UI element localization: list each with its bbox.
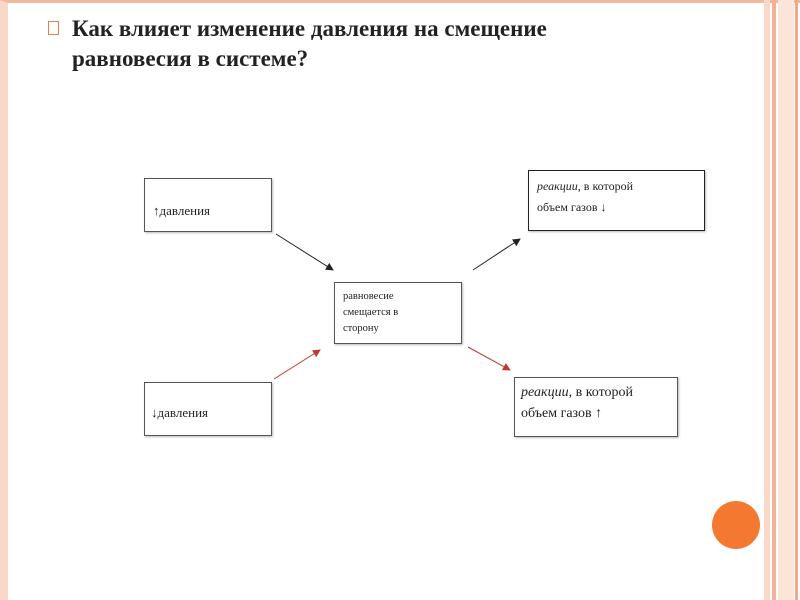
volume-increase-line-2: объем газов ↑ (521, 406, 603, 421)
increase-pressure-label: ↑давления (153, 203, 211, 218)
volume-decrease-rest: , в которой (577, 179, 634, 193)
volume-increase-rest: , в которой (568, 385, 634, 400)
equilibrium-line-1: равновесие (343, 291, 394, 302)
volume-decrease-italic: реакции (537, 179, 578, 193)
arrow-increase-to-equilibrium (276, 234, 333, 270)
slide-title: Как влияет изменение давления на смещение равновесия в системе? (72, 16, 547, 71)
decrease-pressure-label: ↓давления (151, 405, 209, 420)
volume-increase-italic: реакции (521, 385, 569, 400)
volume-decrease-line-2: объем газов ↓ (537, 200, 607, 214)
decorative-orange-circle (712, 501, 760, 549)
arrow-equilibrium-to-volume-increase (468, 347, 510, 370)
equilibrium-line-3: сторону (343, 323, 379, 334)
equilibrium-line-2: смещается в (343, 307, 399, 318)
arrow-decrease-to-equilibrium (274, 350, 320, 379)
arrow-equilibrium-to-volume-decrease (473, 239, 520, 270)
